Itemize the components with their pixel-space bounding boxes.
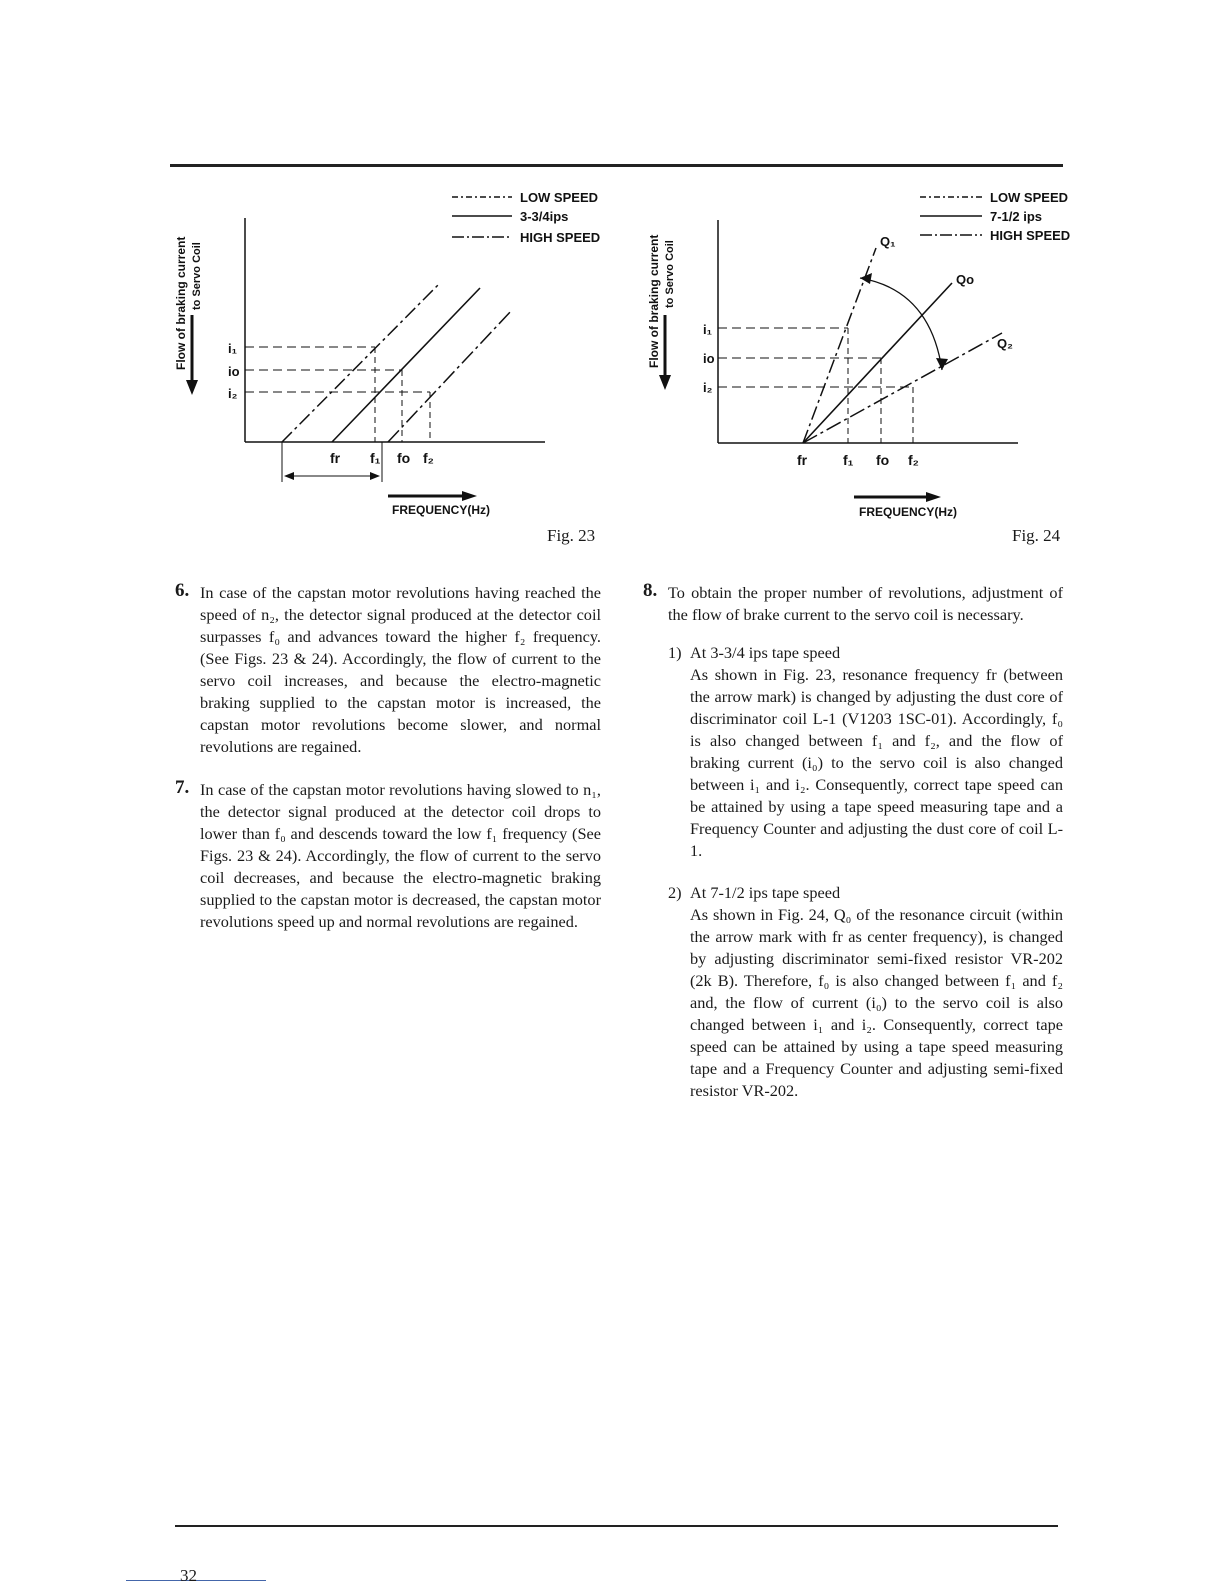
- fig23-xtick-fr: fr: [330, 450, 341, 466]
- fig24-xtick-fr: fr: [797, 452, 808, 468]
- subsection-2-heading: At 7-1/2 ips tape speed: [690, 883, 841, 902]
- fig24-ytick-io: io: [703, 351, 715, 366]
- fig23-caption: Fig. 23: [547, 526, 596, 545]
- figure-24-graph: [640, 180, 1080, 525]
- paragraph-8: [643, 582, 1063, 626]
- fig23-xtick-fo: fo: [397, 450, 411, 466]
- fig24-ylabel-main: Flow of braking current: [647, 234, 661, 368]
- paragraph-7-text: In case of the capstan motor revolutions having slowed to n₁, the detector signal produced at the detector coil drops to lower than f₀ and descends toward the low f₁ frequency (See Figs. 23 & 24). Accordingly, the flow of current to the servo coil decreases, and because the electro-magnetic braking supplied to the capstan motor is decreased, the capstan motor revolutions speed up and normal revolutions are regained.: [200, 780, 601, 931]
- figure-24: [640, 180, 1080, 525]
- fig24-q1: Q₁: [880, 234, 896, 249]
- fig24-ytick-i2: i₂: [703, 380, 713, 395]
- subsection-1-heading: At 3-3/4 ips tape speed: [690, 643, 841, 662]
- fig23-ylabel-sub: to Servo Coil: [191, 242, 203, 310]
- fig24-qo: Qo: [956, 272, 975, 287]
- fig23-xlabel: FREQUENCY(Hz): [392, 503, 490, 517]
- paragraph-7: [175, 779, 601, 933]
- fig23-ylabel-main: Flow of braking current: [174, 236, 188, 370]
- fig23-ytick-io: io: [228, 364, 240, 379]
- subsection-1-number: 1): [668, 643, 682, 662]
- fig24-caption: Fig. 24: [1012, 526, 1061, 545]
- subsection-2: [668, 882, 1063, 1102]
- fig24-q2: Q₂: [997, 336, 1013, 351]
- fig23-legend-low: LOW SPEED: [520, 190, 599, 205]
- paragraph-6-text: In case of the capstan motor revolutions having reached the speed of n₂, the detector signal produced at the detector coil surpasses f₀ and advances toward the higher f₂ frequency. (See Figs. 23 & 24). Accordingly, the flow of current to the servo coil increases, and because the electro-magnetic braking supplied to the capstan motor is increased, the capstan motor revolutions become slower, and normal revolutions are regained.: [200, 583, 601, 756]
- fig23-legend-high: HIGH SPEED: [520, 230, 601, 245]
- figure-23-graph: [160, 180, 620, 525]
- subsection-2-text: As shown in Fig. 24, Q₀ of the resonance circuit (within the arrow mark with fr as center frequency), is changed by adjusting discriminator semi-fixed resistor VR-202 (2k B). Therefore, f₀ is also changed between f₁ and f₂ and, the flow of current (i₀) to the servo coil is also changed between i₁ and i₂. Consequently, correct tape speed can be attained by using a tape speed measuring tape and a Frequency Counter and adjusting semi-fixed resistor VR-202.: [690, 905, 1063, 1100]
- fig23-legend-mid: 3-3/4ips: [520, 209, 569, 224]
- fig24-xtick-f2: f₂: [908, 452, 919, 468]
- paragraph-8-text: To obtain the proper number of revolutions, adjustment of the flow of brake current to the servo coil is necessary.: [668, 583, 1063, 624]
- fig23-xtick-f1: f₁: [370, 450, 381, 466]
- fig23-ytick-i2: i₂: [228, 386, 238, 401]
- fig24-legend-high: HIGH SPEED: [990, 228, 1071, 243]
- fig24-legend-mid: 7-1/2 ips: [990, 209, 1043, 224]
- top-rule: [170, 164, 1063, 167]
- subsection-1-text: As shown in Fig. 23, resonance frequency fr (between the arrow mark) is changed by adjusting the dust core of discriminator coil L-1 (V1203 1SC-01). Accordingly, f₀ is also changed between f₁ and f₂, and the flow of braking current (i₀) to the servo coil is also changed between i₁ and i₂. Consequently, correct tape speed can be attained by using a tape speed measuring tape and a Frequency Counter and adjusting the dust core of coil L-1.: [690, 665, 1063, 860]
- fig24-ytick-i1: i₁: [703, 322, 712, 337]
- fig24-ylabel-sub: to Servo Coil: [664, 240, 676, 308]
- fig23-ytick-i1: i₁: [228, 341, 237, 356]
- fig24-legend-low: LOW SPEED: [990, 190, 1069, 205]
- paragraph-7-number: 7.: [175, 777, 190, 798]
- left-column: [175, 582, 601, 954]
- subsection-2-number: 2): [668, 883, 682, 902]
- fig23-xtick-f2: f₂: [423, 450, 434, 466]
- right-column: [643, 582, 1063, 1122]
- paragraph-6-number: 6.: [175, 580, 190, 601]
- figure-23: [160, 180, 620, 525]
- page-number: 32: [180, 1566, 197, 1585]
- paragraph-8-number: 8.: [643, 580, 658, 601]
- paragraph-6: [175, 582, 601, 758]
- fig24-xlabel: FREQUENCY(Hz): [859, 505, 957, 519]
- fig24-xtick-fo: fo: [876, 452, 890, 468]
- fig24-xtick-f1: f₁: [843, 452, 854, 468]
- bottom-rule: [175, 1525, 1058, 1527]
- subsection-1: [668, 642, 1063, 862]
